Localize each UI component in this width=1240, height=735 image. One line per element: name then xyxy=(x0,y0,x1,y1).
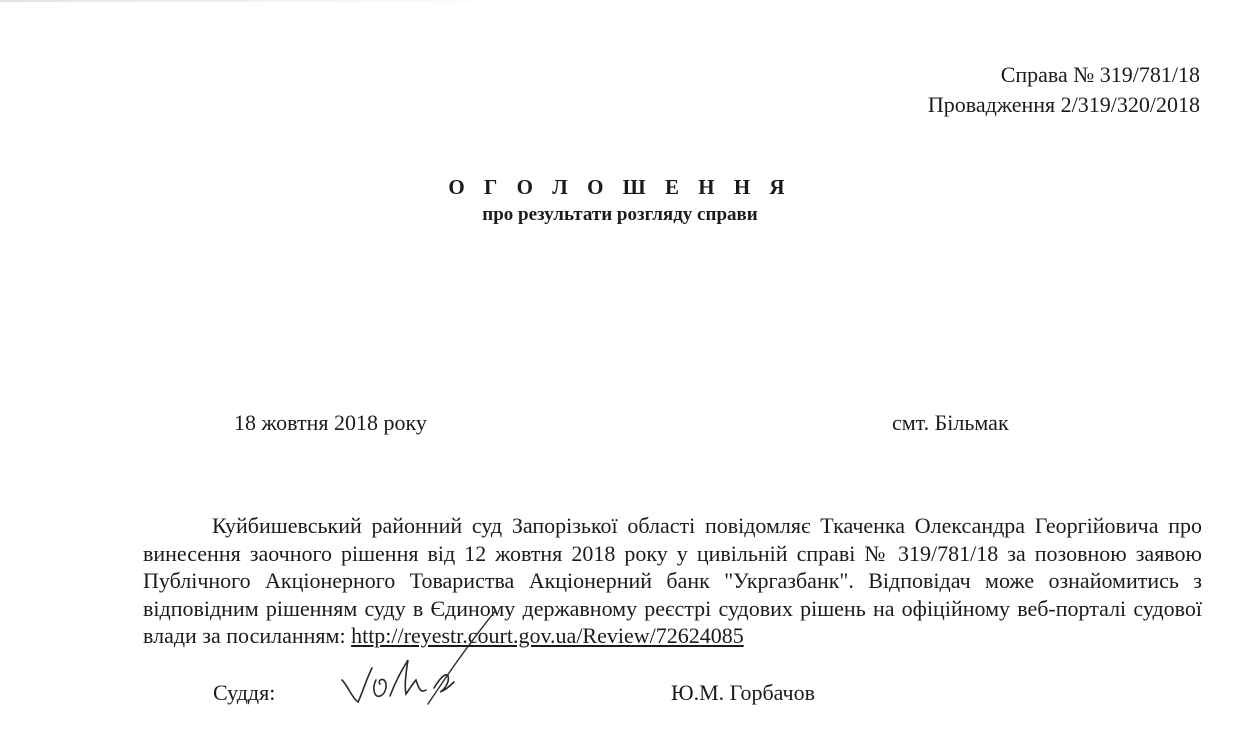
registry-link[interactable]: http://reyestr.court.gov.ua/Review/72624085 xyxy=(351,623,744,648)
case-number: Справа № 319/781/18 xyxy=(1000,62,1200,87)
announcement-title: О Г О Л О Ш Е Н Н Я xyxy=(448,175,792,199)
announcement-body-text: Куйбишевський районний суд Запорізької області повідомляє Ткаченка Олександра Георгійовича про винесення заочного рішення від 12 жовтня 2018 року у цивільній справі № 319/781/18 за позовною заявою Публічного Акціонерного Товариства Акціонерний банк "Укргазбанк". Відповідач може ознайомитись з відповідним рішенням суду в Єдиному державному реєстрі судових рішень на офіційному веб-порталі судової влади за посиланням: xyxy=(143,513,1202,648)
case-number-block xyxy=(928,60,1200,120)
announcement-body xyxy=(143,512,1202,650)
judge-signature-icon xyxy=(336,610,516,710)
judge-label: Суддя: xyxy=(213,680,276,705)
announcement-heading xyxy=(0,174,1240,228)
scan-edge xyxy=(0,0,520,2)
announcement-date: 18 жовтня 2018 року xyxy=(234,410,427,435)
announcement-subtitle: про результати розгляду справи xyxy=(482,204,758,225)
announcement-place: смт. Більмак xyxy=(892,410,1009,435)
proceeding-number: Провадження 2/319/320/2018 xyxy=(927,92,1200,117)
judge-name: Ю.М. Горбачов xyxy=(671,680,815,705)
